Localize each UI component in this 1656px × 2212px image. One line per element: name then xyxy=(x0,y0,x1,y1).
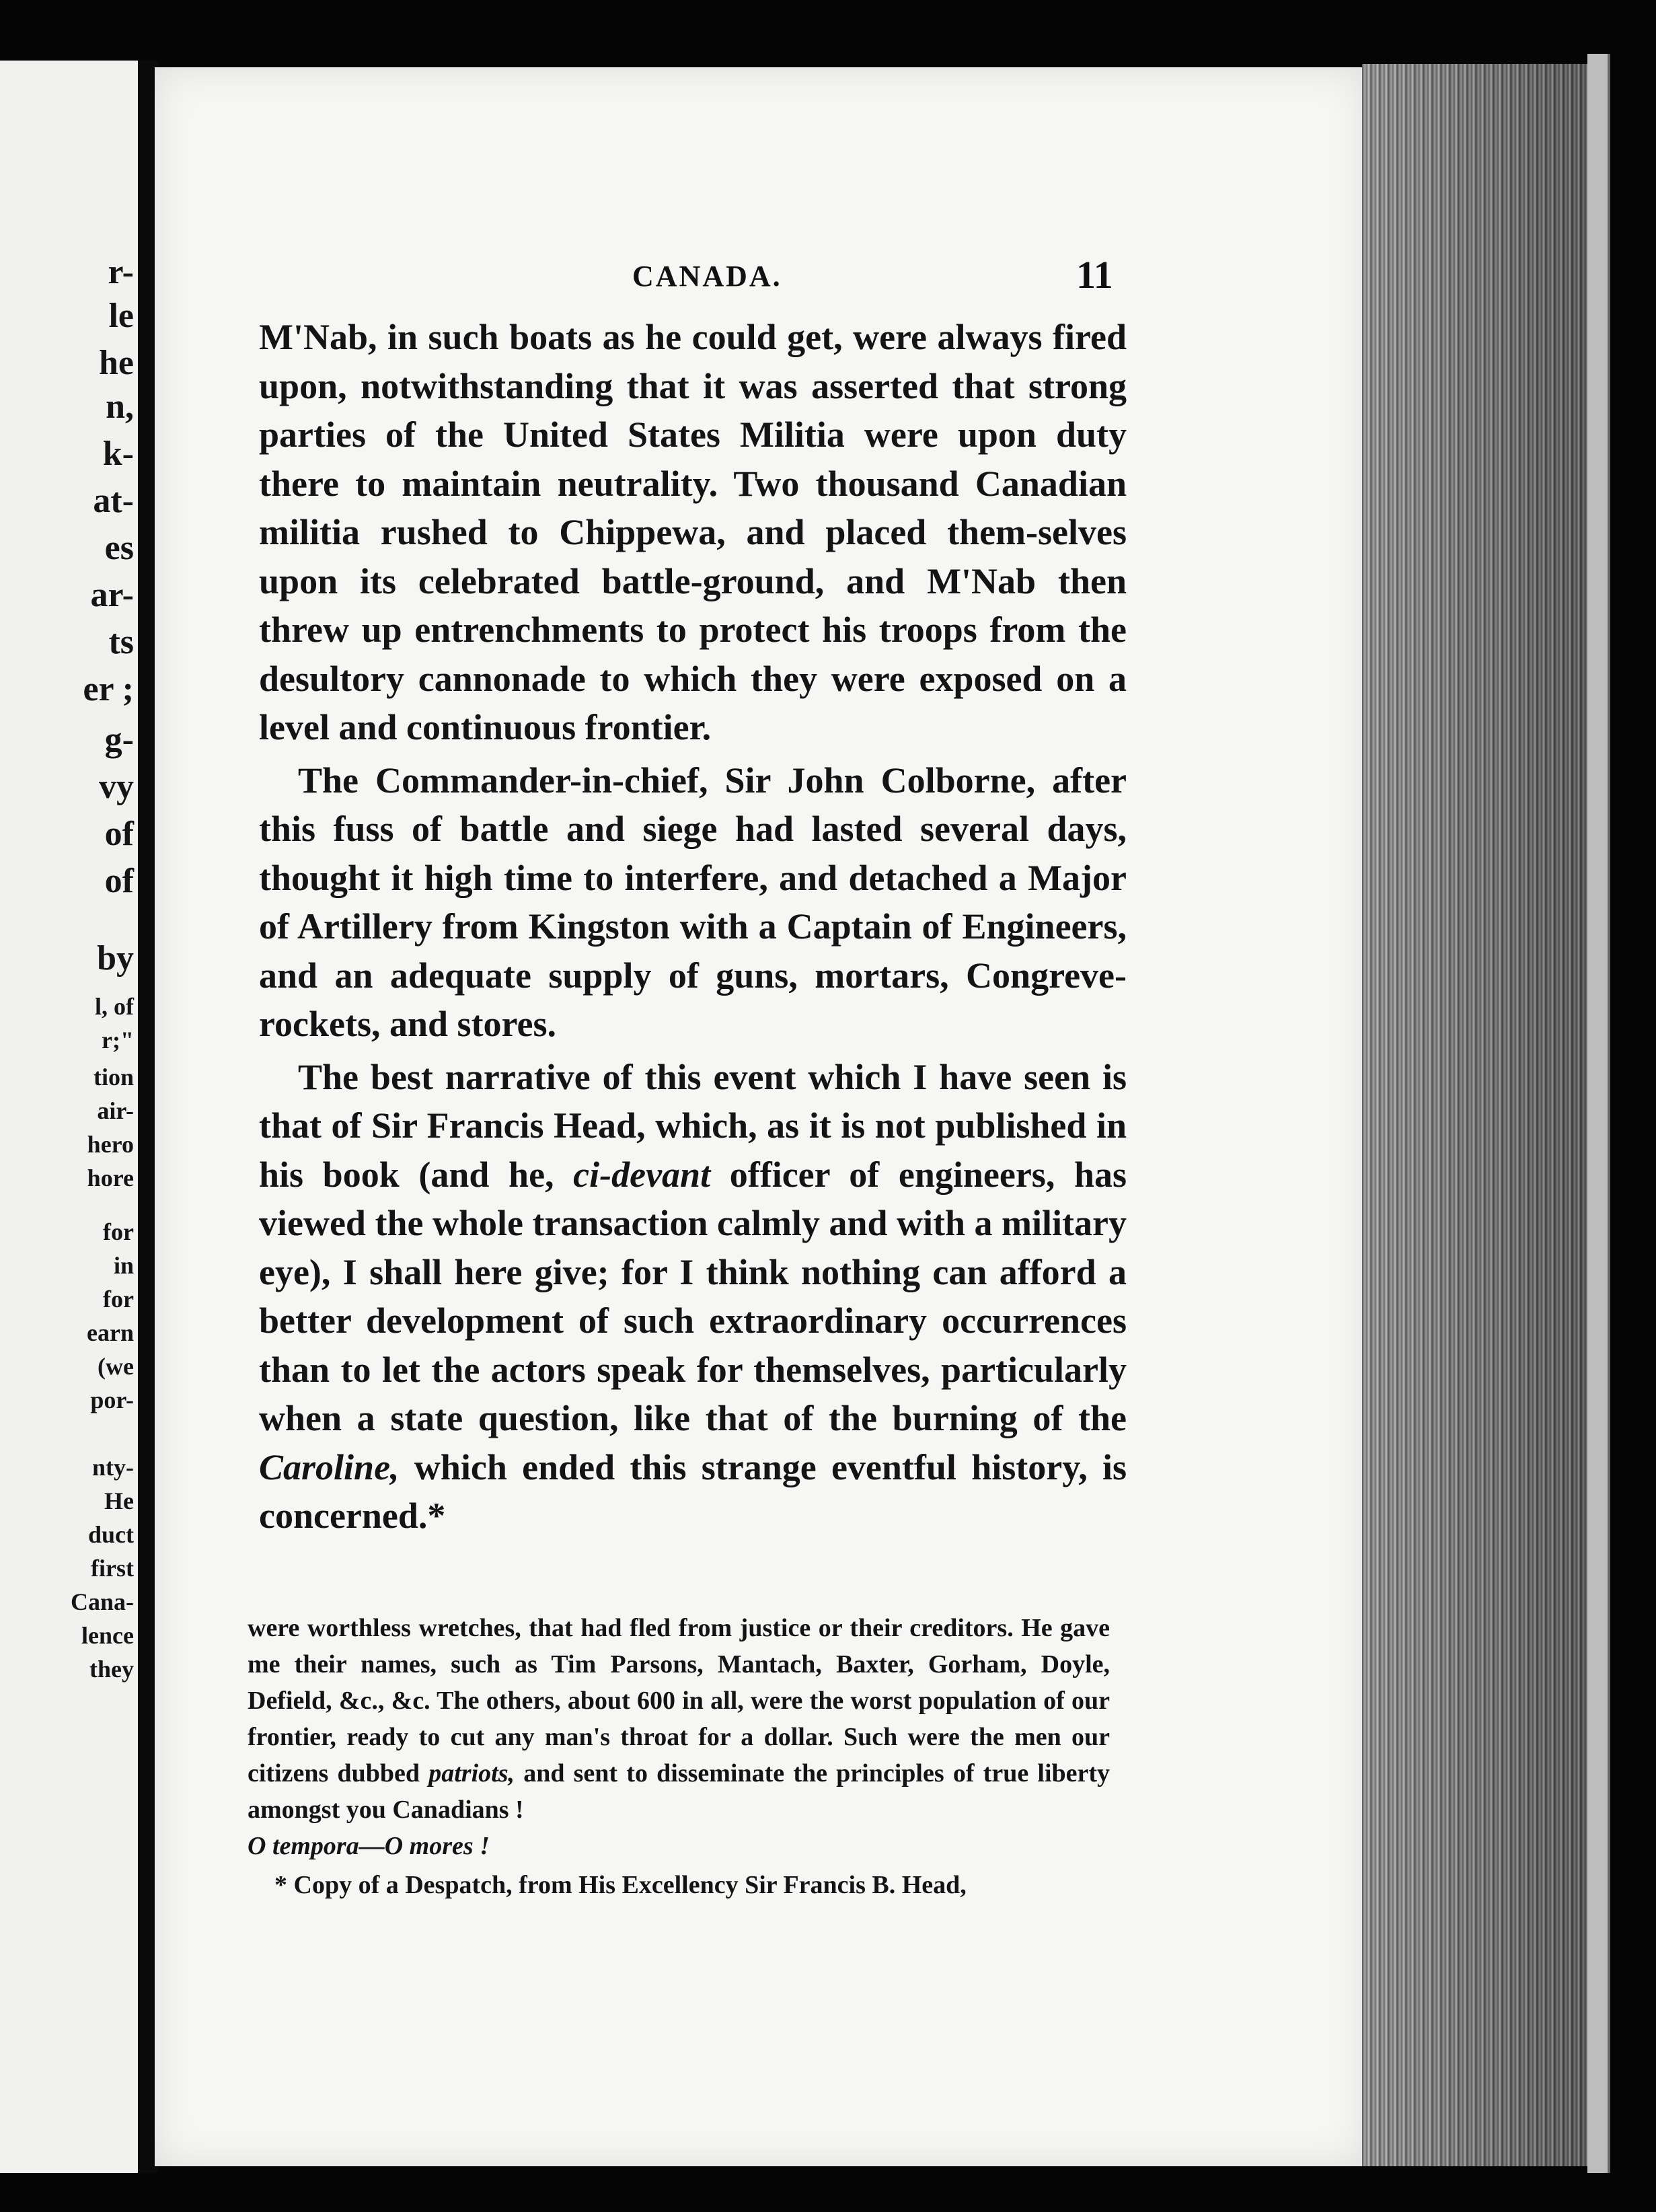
facing-page-fragment: hero xyxy=(87,1131,134,1158)
facing-page-fragment: Cana- xyxy=(70,1588,134,1615)
facing-page-fragment: l, of xyxy=(95,993,134,1020)
paragraph-1 xyxy=(259,313,1127,752)
facing-page-fragment: es xyxy=(104,529,134,567)
facing-page-fragment: duct xyxy=(87,1521,134,1548)
paragraph-1-text-line: strong parties of the United States Militia were upon xyxy=(259,365,1127,455)
footnote-latin-text: O tempora—O mores ! xyxy=(248,1832,490,1860)
facing-page-fragment: in xyxy=(113,1252,134,1279)
facing-page-fragment: k- xyxy=(102,435,134,473)
paragraph-2-text-line: Congreve-rockets, and stores. xyxy=(259,955,1127,1044)
facing-page-fragment: ts xyxy=(108,623,134,661)
facing-page-fragment: of xyxy=(104,862,134,900)
facing-page-fragment: first xyxy=(91,1555,134,1582)
paragraph-1-text xyxy=(259,313,1127,752)
facing-page-fragment: lence xyxy=(81,1622,134,1649)
footnote-latin xyxy=(248,1828,1110,1864)
footnotes xyxy=(248,1610,1110,1903)
facing-page-fragment: (we xyxy=(98,1353,134,1380)
footnote-text-a: were worthless wretches, that had fled from justice or their creditors. He gave me their names, such as Tim Parsons, Mantach, Baxter, Gorham, Doyle, Defield, &c., &c. The others, about 600 in all, were the worst population of our frontier, ready to cut any man's throat for a dollar. Such were the men our citizens dubbed xyxy=(248,1614,1110,1787)
paragraph-3-text-a: The best narrative of this event which I have seen is that of Sir Francis Head, which, as it is not published in his book (and he, xyxy=(259,1056,1127,1195)
paragraph-3-italic-caroline: Caroline, xyxy=(259,1446,400,1487)
paragraph-2-text-line: this fuss of battle and siege had lasted several days, xyxy=(259,809,1127,849)
paragraph-2-text xyxy=(259,756,1127,1049)
running-head: CANADA. xyxy=(632,260,782,293)
footnote-italic-patriots: patriots, xyxy=(428,1759,515,1787)
paragraph-3-italic-ci-devant: ci-devant xyxy=(573,1154,711,1195)
paragraph-1-text-line: exposed on a level and continuous frontier. xyxy=(259,658,1127,747)
facing-page-fragment: g- xyxy=(104,721,134,759)
paragraph-1-text-line: duty there to maintain neutrality. Two thousand xyxy=(259,414,1127,504)
facing-page-fragment: r- xyxy=(108,253,134,291)
facing-page-fragment: they xyxy=(89,1656,134,1683)
paragraph-2-text-line: Engineers, and an adequate supply of guns, mortars, xyxy=(259,906,1127,996)
facing-page xyxy=(0,61,147,2173)
facing-page-fragment: He xyxy=(104,1487,134,1514)
facing-page-fragment: at- xyxy=(93,482,134,520)
paragraph-2-text-line: thought it high time to interfere, and detached a xyxy=(259,857,1028,898)
paragraph-1-text-line: M'Nab, in such boats as he could get, were always xyxy=(259,317,1053,357)
paragraph-1-text-line: fired upon, notwithstanding that it was asserted that xyxy=(259,317,1127,406)
facing-page-fragment: n, xyxy=(106,388,134,426)
footnote-continuation xyxy=(248,1610,1110,1828)
facing-page-fragment: vy xyxy=(99,768,134,806)
facing-page-fragment: for xyxy=(103,1218,134,1245)
paragraph-1-text-line: then threw up entrenchments to protect his troops xyxy=(259,560,1127,650)
page-edges-shade xyxy=(1362,64,1587,2166)
facing-page-fragment: er ; xyxy=(83,670,134,708)
paragraph-3 xyxy=(259,1053,1127,1541)
facing-page-fragment: r;" xyxy=(102,1027,134,1054)
facing-page-fragment: le xyxy=(108,297,134,335)
facing-page-fragment: ar- xyxy=(90,576,134,614)
facing-page-fragment: nty- xyxy=(92,1454,134,1481)
paragraph-2-text-line: Major of Artillery from Kingston with a Captain of xyxy=(259,857,1127,947)
facing-page-fragment: by xyxy=(97,939,134,978)
paragraph-1-text-line: selves upon its celebrated battle-ground, and M'Nab xyxy=(259,512,1127,601)
facing-page-fragment: tion xyxy=(93,1064,134,1091)
paragraph-1-text-line: from the desultory cannonade to which they were xyxy=(259,610,1127,699)
paragraph-3-text-b: officer of engineers, has viewed the whole transaction calmly and with a military eye), I shall here give; for I think nothing can afford a better development of such extraordinary occurrences than to let the actors speak for themselves, particularly when a state question, like that of the burning of the xyxy=(259,1154,1127,1438)
facing-page-fragment: por- xyxy=(90,1387,134,1413)
facing-page-fragment: for xyxy=(103,1286,134,1313)
footnote-text-b: and sent to disseminate the principles of true liberty amongst you Canadians ! xyxy=(248,1759,1111,1824)
facing-page-fragment: of xyxy=(104,815,134,853)
footnote-star: * Copy of a Despatch, from His Excellency Sir Francis B. Head, xyxy=(274,1871,967,1899)
facing-page-fragment: earn xyxy=(87,1319,134,1346)
facing-page-fragment: air- xyxy=(97,1097,134,1124)
paragraph-1-text-line: Canadian militia rushed to Chippewa, and placed them- xyxy=(259,463,1127,552)
facing-page-fragment: he xyxy=(99,344,134,382)
paragraph-2 xyxy=(259,756,1127,1049)
body-text xyxy=(259,313,1127,1541)
paragraph-3-text-c: which ended this strange eventful history, is concerned.* xyxy=(259,1446,1127,1536)
page-number: 11 xyxy=(1076,253,1113,297)
book-cover-edge xyxy=(1587,54,1610,2173)
paragraph-2-text-line: The Commander-in-chief, Sir John Colborne, after xyxy=(298,760,1127,801)
facing-page-fragment: hore xyxy=(87,1165,134,1191)
